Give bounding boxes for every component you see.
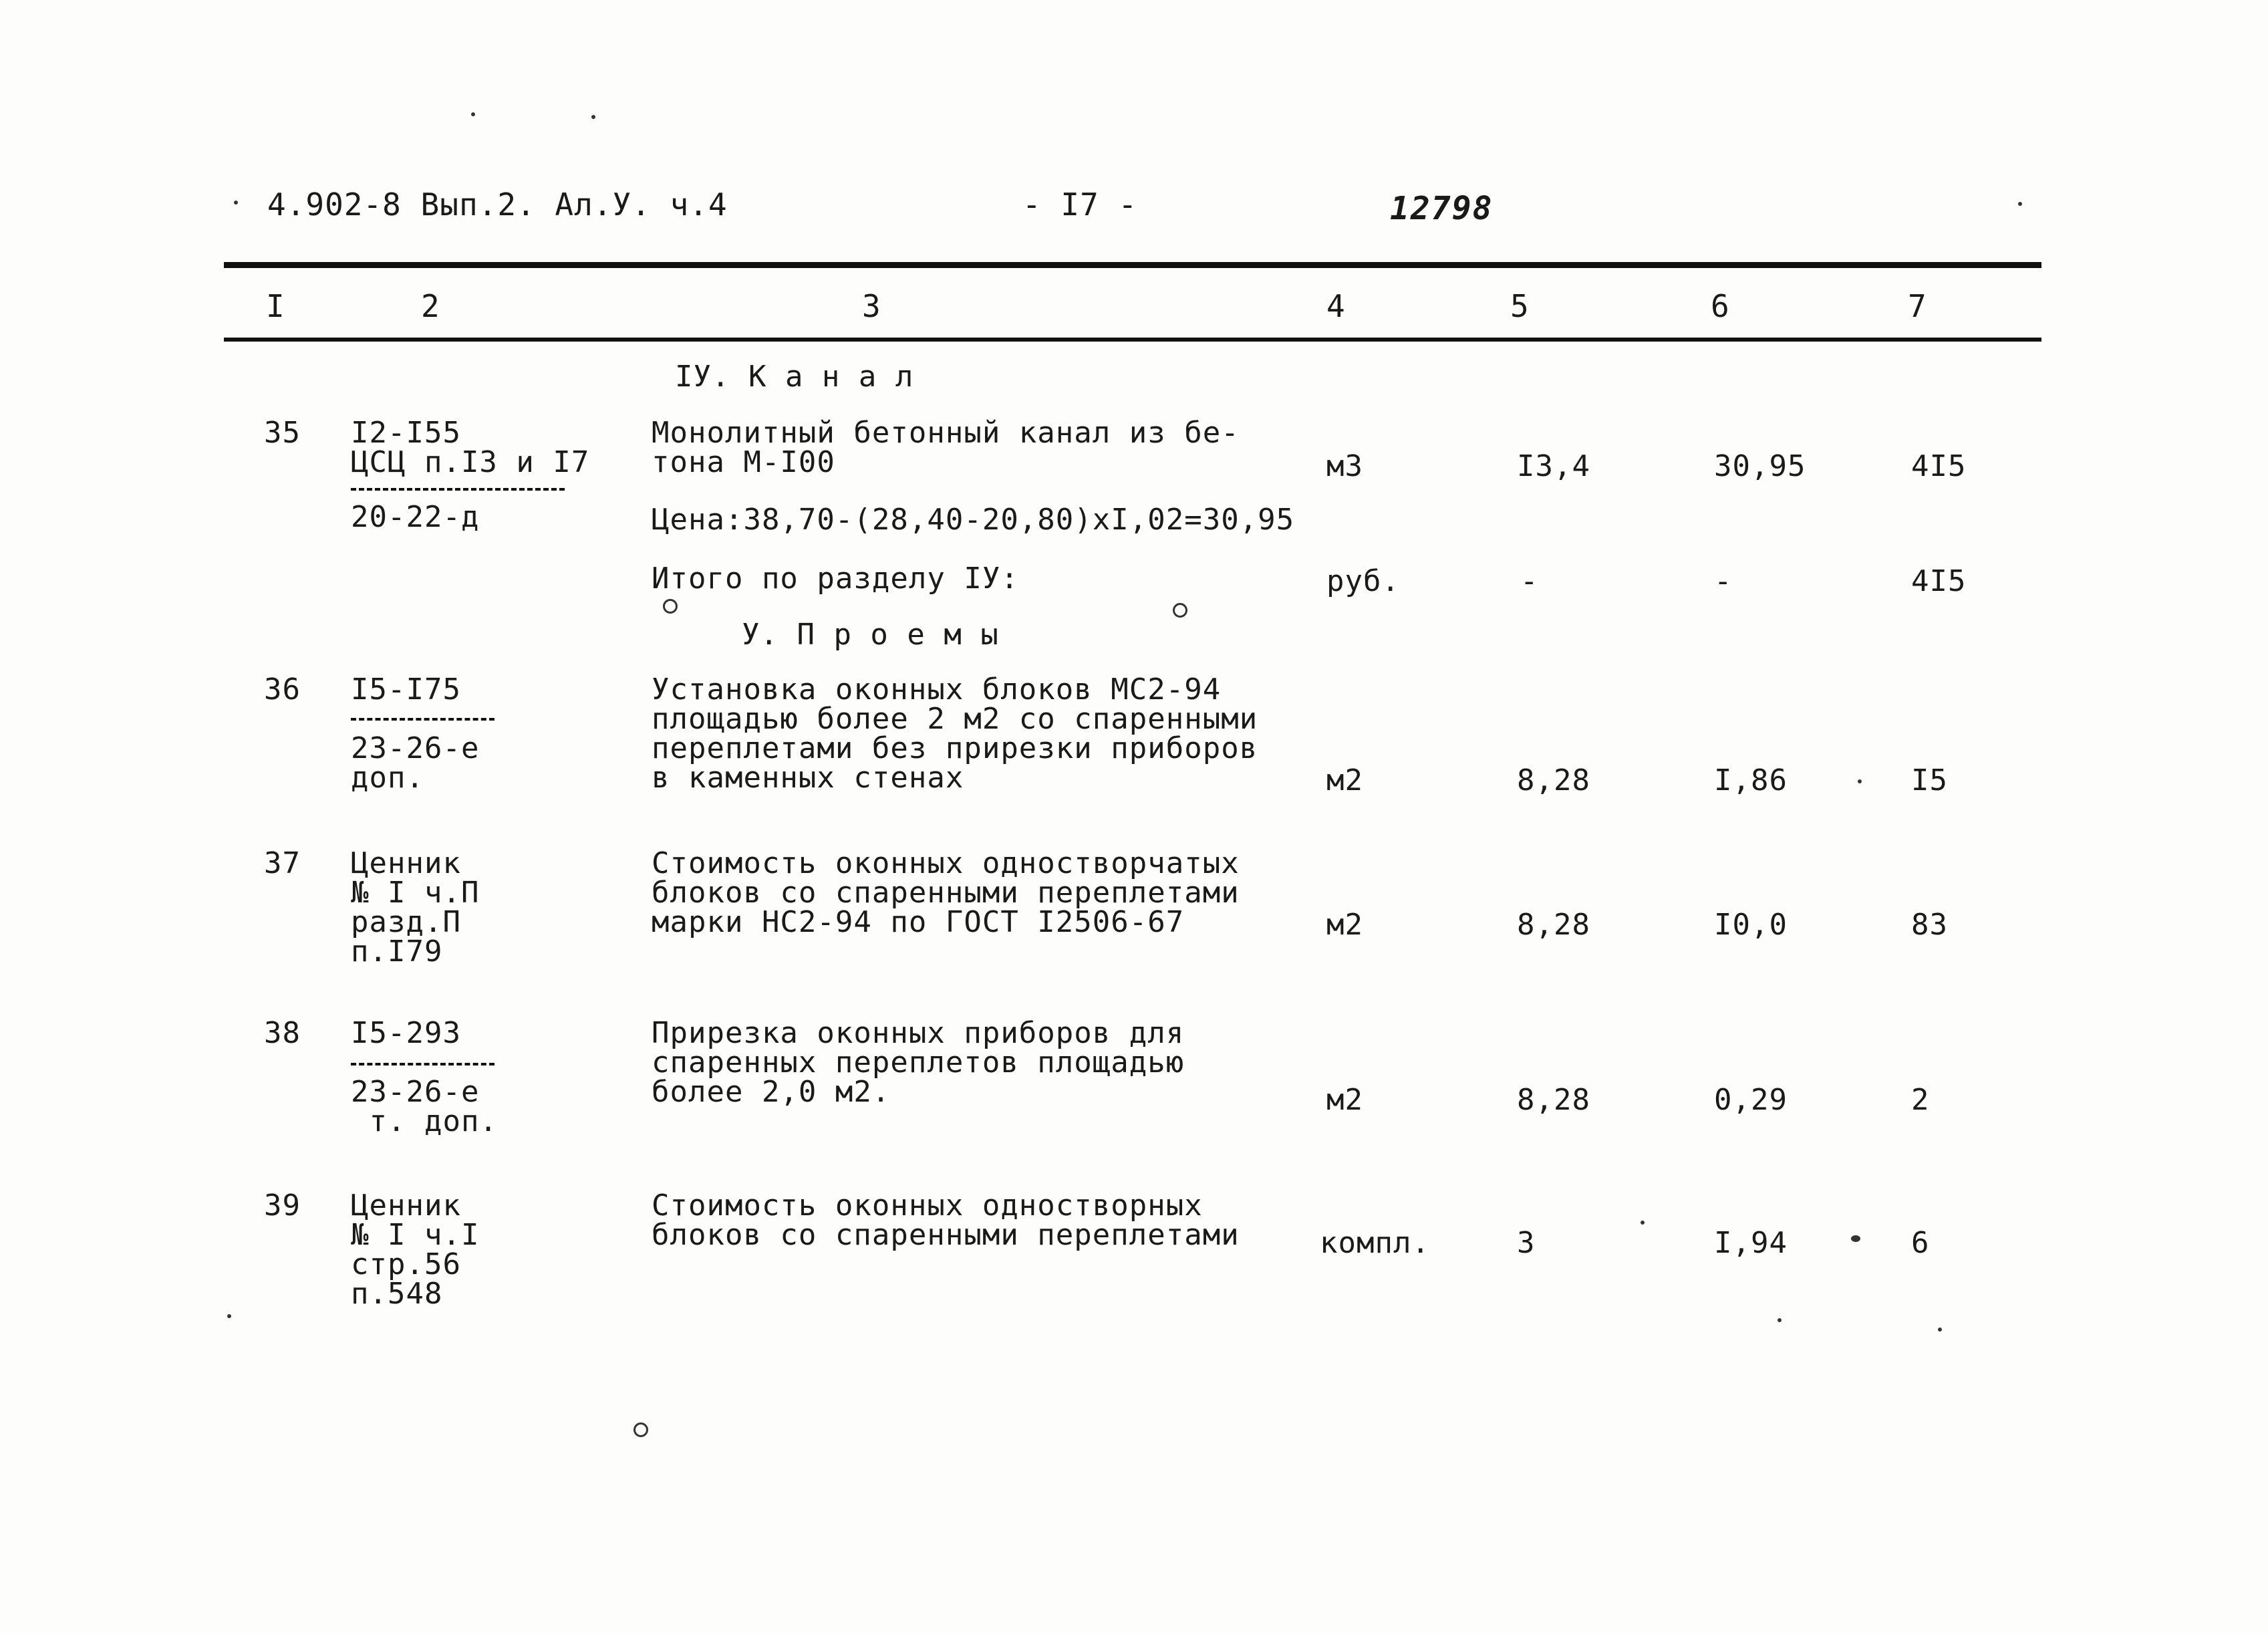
section-title-canal: IУ. К а н а л — [675, 360, 914, 394]
scan-speck — [1641, 1221, 1645, 1225]
row-36-number: 36 — [264, 672, 301, 707]
section-canal-total-unit: руб. — [1326, 564, 1400, 598]
scan-speck — [1858, 779, 1862, 783]
table-header-rule — [224, 338, 2041, 342]
row-38-total: 2 — [1911, 1083, 1930, 1117]
scan-speck — [471, 112, 475, 116]
row-38-code-bottom: 23-26-е т. доп. — [351, 1075, 498, 1138]
row-38-unit: м2 — [1326, 1083, 1363, 1117]
row-38-unit-price: 0,29 — [1714, 1083, 1788, 1117]
table-top-rule — [224, 262, 2041, 268]
row-39-code: Ценник № I ч.I стр.56 п.548 — [351, 1188, 480, 1311]
row-37-code: Ценник № I ч.П разд.П п.I79 — [351, 846, 480, 969]
page-number: - I7 - — [1022, 186, 1138, 223]
row-36-description: Установка оконных блоков МС2-94 площадью более 2 м2 со спаренными переплетами без прирезки приборов в каменных стенах — [652, 672, 1258, 795]
row-37-unit: м2 — [1326, 908, 1363, 942]
column-header-7: 7 — [1908, 288, 1927, 324]
row-35-price-calculation: Цена:38,70-(28,40-20,80)xI,02=30,95 — [652, 503, 1295, 537]
row-37-number: 37 — [264, 846, 301, 880]
row-37-unit-price: I0,0 — [1714, 908, 1788, 942]
section-canal-total-col5: - — [1520, 564, 1539, 598]
row-35-total: 4I5 — [1911, 449, 1967, 483]
column-header-5: 5 — [1510, 288, 1530, 324]
row-39-number: 39 — [264, 1188, 301, 1223]
row-37-total: 83 — [1911, 908, 1948, 942]
row-37-description: Стоимость оконных одностворчатых блоков со спаренными переплетами марки НС2-94 по ГОСТ I2506-67 — [652, 846, 1240, 939]
row-35-code-divider — [351, 488, 565, 491]
row-39-unit-price: I,94 — [1714, 1226, 1788, 1260]
row-38-code-divider — [351, 1063, 494, 1065]
row-36-code-divider — [351, 718, 494, 721]
row-36-quantity: 8,28 — [1517, 763, 1590, 797]
row-36-unit-price: I,86 — [1714, 763, 1788, 797]
section-canal-total: 4I5 — [1911, 564, 1967, 598]
scan-speck — [1938, 1328, 1942, 1332]
row-38-description: Прирезка оконных приборов для спаренных переплетов площадью более 2,0 м2. — [652, 1016, 1185, 1109]
row-36-code-top: I5-I75 — [351, 672, 461, 707]
row-36-unit: м2 — [1326, 763, 1363, 797]
column-header-2: 2 — [421, 288, 440, 324]
row-38-number: 38 — [264, 1016, 301, 1050]
scan-speck — [234, 201, 238, 205]
row-35-unit-price: 30,95 — [1714, 449, 1806, 483]
row-38-code-top: I5-293 — [351, 1016, 461, 1050]
row-39-unit: компл. — [1320, 1226, 1430, 1260]
row-35-description: Монолитный бетонный канал из бе- тона М-I00 — [652, 416, 1240, 479]
scan-circle-mark — [633, 1422, 648, 1437]
row-39-total: 6 — [1911, 1226, 1930, 1260]
column-header-4: 4 — [1326, 288, 1346, 324]
column-header-3: 3 — [862, 288, 881, 324]
column-header-6: 6 — [1711, 288, 1730, 324]
row-35-quantity: I3,4 — [1517, 449, 1590, 483]
scan-speck — [2018, 202, 2022, 206]
row-35-code-top: I2-I55 ЦСЦ п.I3 и I7 — [351, 416, 590, 479]
section-canal-total-label: Итого по разделу IУ: — [652, 561, 1019, 596]
row-35-unit: м3 — [1326, 449, 1363, 483]
row-36-code-bottom: 23-26-е доп. — [351, 731, 480, 795]
row-38-quantity: 8,28 — [1517, 1083, 1590, 1117]
row-36-total: I5 — [1911, 763, 1948, 797]
row-39-description: Стоимость оконных одностворных блоков со спаренными переплетами — [652, 1188, 1240, 1252]
scan-speck — [1778, 1318, 1782, 1322]
inventory-stamp: 12798 — [1390, 190, 1494, 227]
scan-circle-mark — [663, 599, 678, 614]
section-canal-total-col6: - — [1714, 564, 1733, 598]
scan-speck — [591, 115, 595, 119]
section-title-openings: У. П р о е м ы — [742, 618, 999, 652]
scan-speck — [227, 1314, 231, 1318]
row-39-quantity: 3 — [1517, 1226, 1536, 1260]
scan-speck — [1851, 1235, 1860, 1242]
row-37-quantity: 8,28 — [1517, 908, 1590, 942]
row-35-number: 35 — [264, 416, 301, 450]
document-reference: 4.902-8 Вып.2. Ал.У. ч.4 — [267, 186, 728, 223]
column-header-1: I — [266, 288, 285, 324]
row-35-code-bottom: 20-22-д — [351, 500, 480, 534]
scan-circle-mark — [1173, 603, 1187, 618]
